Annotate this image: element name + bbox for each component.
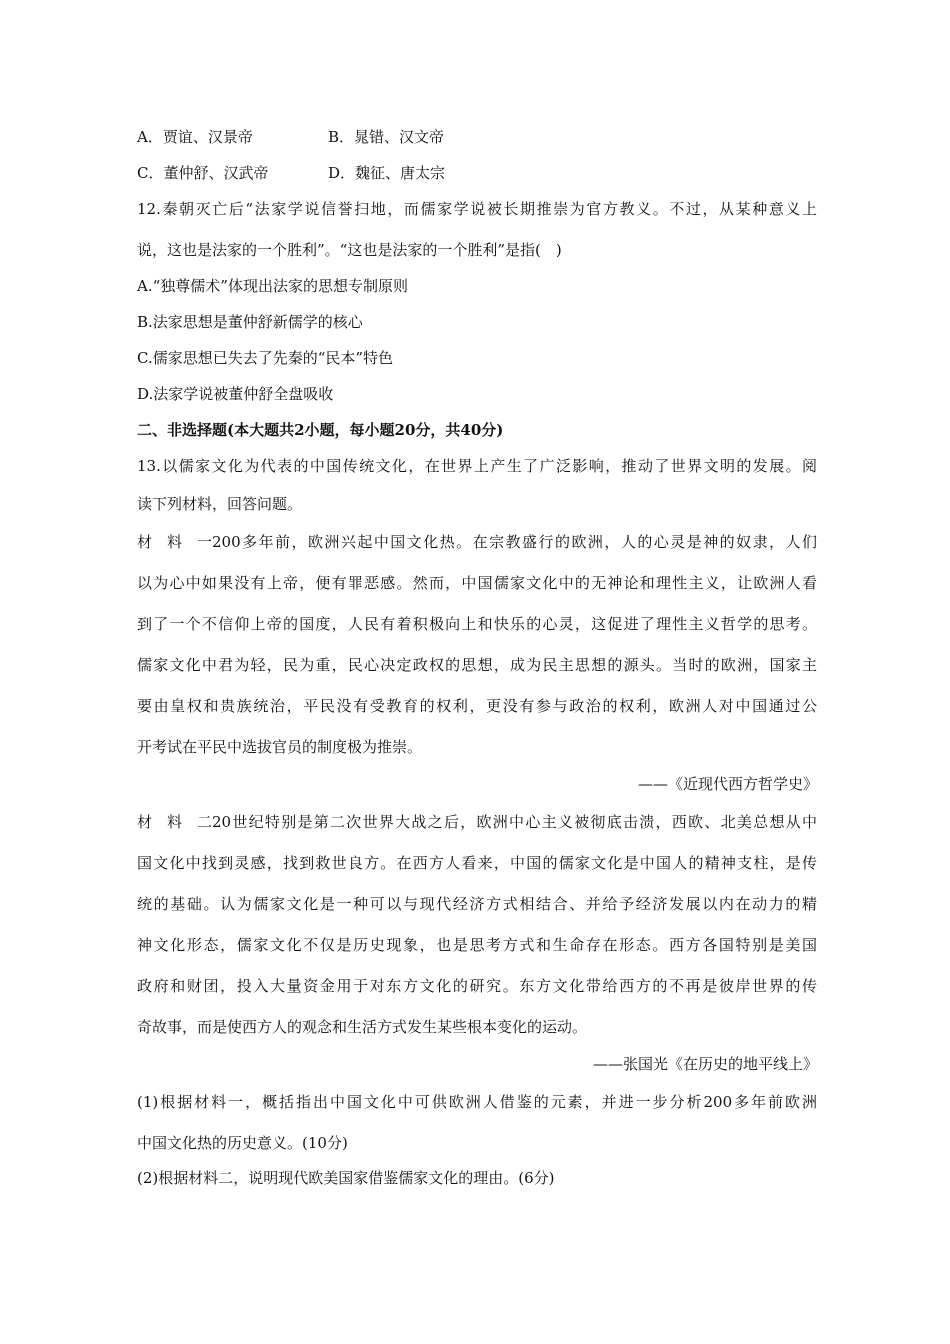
material2-line6: 奇故事，而是使西方人的观念和生活方式发生某些根本变化的运动。 — [137, 1018, 588, 1036]
material1-line4: 儒家文化中君为轻，民为重，民心决定政权的思想，成为民主思想的源头。当时的欧洲，国家主 — [137, 656, 817, 674]
material2-line1 — [137, 812, 817, 832]
material2-line2: 国文化中找到灵感，找到救世良方。在西方人看来，中国的儒家文化是中国人的精神支柱，是传 — [137, 854, 817, 872]
q13-intro-line1: 13.以儒家文化为代表的中国传统文化，在世界上产生了广泛影响，推动了世界文明的发展。阅 — [137, 457, 817, 475]
q12-option-a: A.“独尊儒术”体现出法家的思想专制原则 — [137, 277, 408, 295]
q11-option-c: C．董仲舒、汉武帝 — [137, 164, 269, 182]
q12-option-d: D.法家学说被董仲舒全盘吸收 — [137, 385, 334, 403]
q12-stem-line2: 说，这也是法家的一个胜利”。“这也是法家的一个胜利”是指( ) — [137, 241, 562, 259]
q11-option-d: D．魏征、唐太宗 — [328, 164, 446, 182]
material1-line2: 以为心中如果没有上帝，便有罪恶感。然而，中国儒家文化中的无神论和理性主义，让欧洲人看 — [137, 574, 817, 592]
material2-line3: 统的基础。认为儒家文化是一种可以与现代经济方式相结合、并给予经济发展以内在动力的精 — [137, 895, 817, 913]
material1-line1 — [137, 532, 817, 552]
q13-sub1-line2: 中国文化热的历史意义。(10分) — [137, 1134, 348, 1152]
material1-line5: 要由皇权和贵族统治，平民没有受教育的权利，更没有参与政治的权利，欧洲人对中国通过公 — [137, 697, 817, 715]
q13-sub1-line1: (1)根据材料一，概括指出中国文化中可供欧洲人借鉴的元素，并进一步分析200多年前欧洲 — [137, 1093, 817, 1111]
section2-heading: 二、非选择题(本大题共2小题，每小题20分，共40分) — [137, 421, 504, 439]
q13-intro-line2: 读下列材料，回答问题。 — [137, 495, 303, 513]
q12-stem-line1: 12.秦朝灭亡后“法家学说信誉扫地，而儒家学说被长期推崇为官方教义。不过，从某种意义上 — [137, 200, 817, 218]
q11-option-b: B．晁错、汉文帝 — [328, 128, 445, 146]
material2-label: 材料二 — [137, 813, 212, 831]
material2-line5: 政府和财团，投入大量资金用于对东方文化的研究。东方文化带给西方的不再是彼岸世界的传 — [137, 977, 817, 995]
material2-line1-text: 20世纪特别是第二次世界大战之后，欧洲中心主义被彻底击溃，西欧、北美总想从中 — [212, 813, 817, 831]
q11-option-a: A．贾谊、汉景帝 — [137, 128, 253, 146]
q12-option-c: C.儒家思想已失去了先秦的“民本”特色 — [137, 349, 394, 367]
material1-source: ——《近现代西方哲学史》 — [637, 775, 818, 793]
q12-option-b: B.法家思想是董仲舒新儒学的核心 — [137, 313, 363, 331]
material1-label: 材料一 — [137, 533, 212, 551]
material1-line6: 开考试在平民中选拔官员的制度极为推崇。 — [137, 738, 423, 756]
material1-line3: 到了一个不信仰上帝的国度，人民有着积极向上和快乐的心灵，这促进了理性主义哲学的思考。 — [137, 615, 817, 633]
q13-sub2: (2)根据材料二，说明现代欧美国家借鉴儒家文化的理由。(6分) — [137, 1169, 555, 1187]
material2-line4: 神文化形态，儒家文化不仅是历史现象，也是思考方式和生命存在形态。西方各国特别是美国 — [137, 936, 817, 954]
material1-line1-text: 200多年前，欧洲兴起中国文化热。在宗教盛行的欧洲，人的心灵是神的奴隶，人们 — [212, 533, 817, 551]
material2-source: ——张国光《在历史的地平线上》 — [592, 1055, 818, 1073]
